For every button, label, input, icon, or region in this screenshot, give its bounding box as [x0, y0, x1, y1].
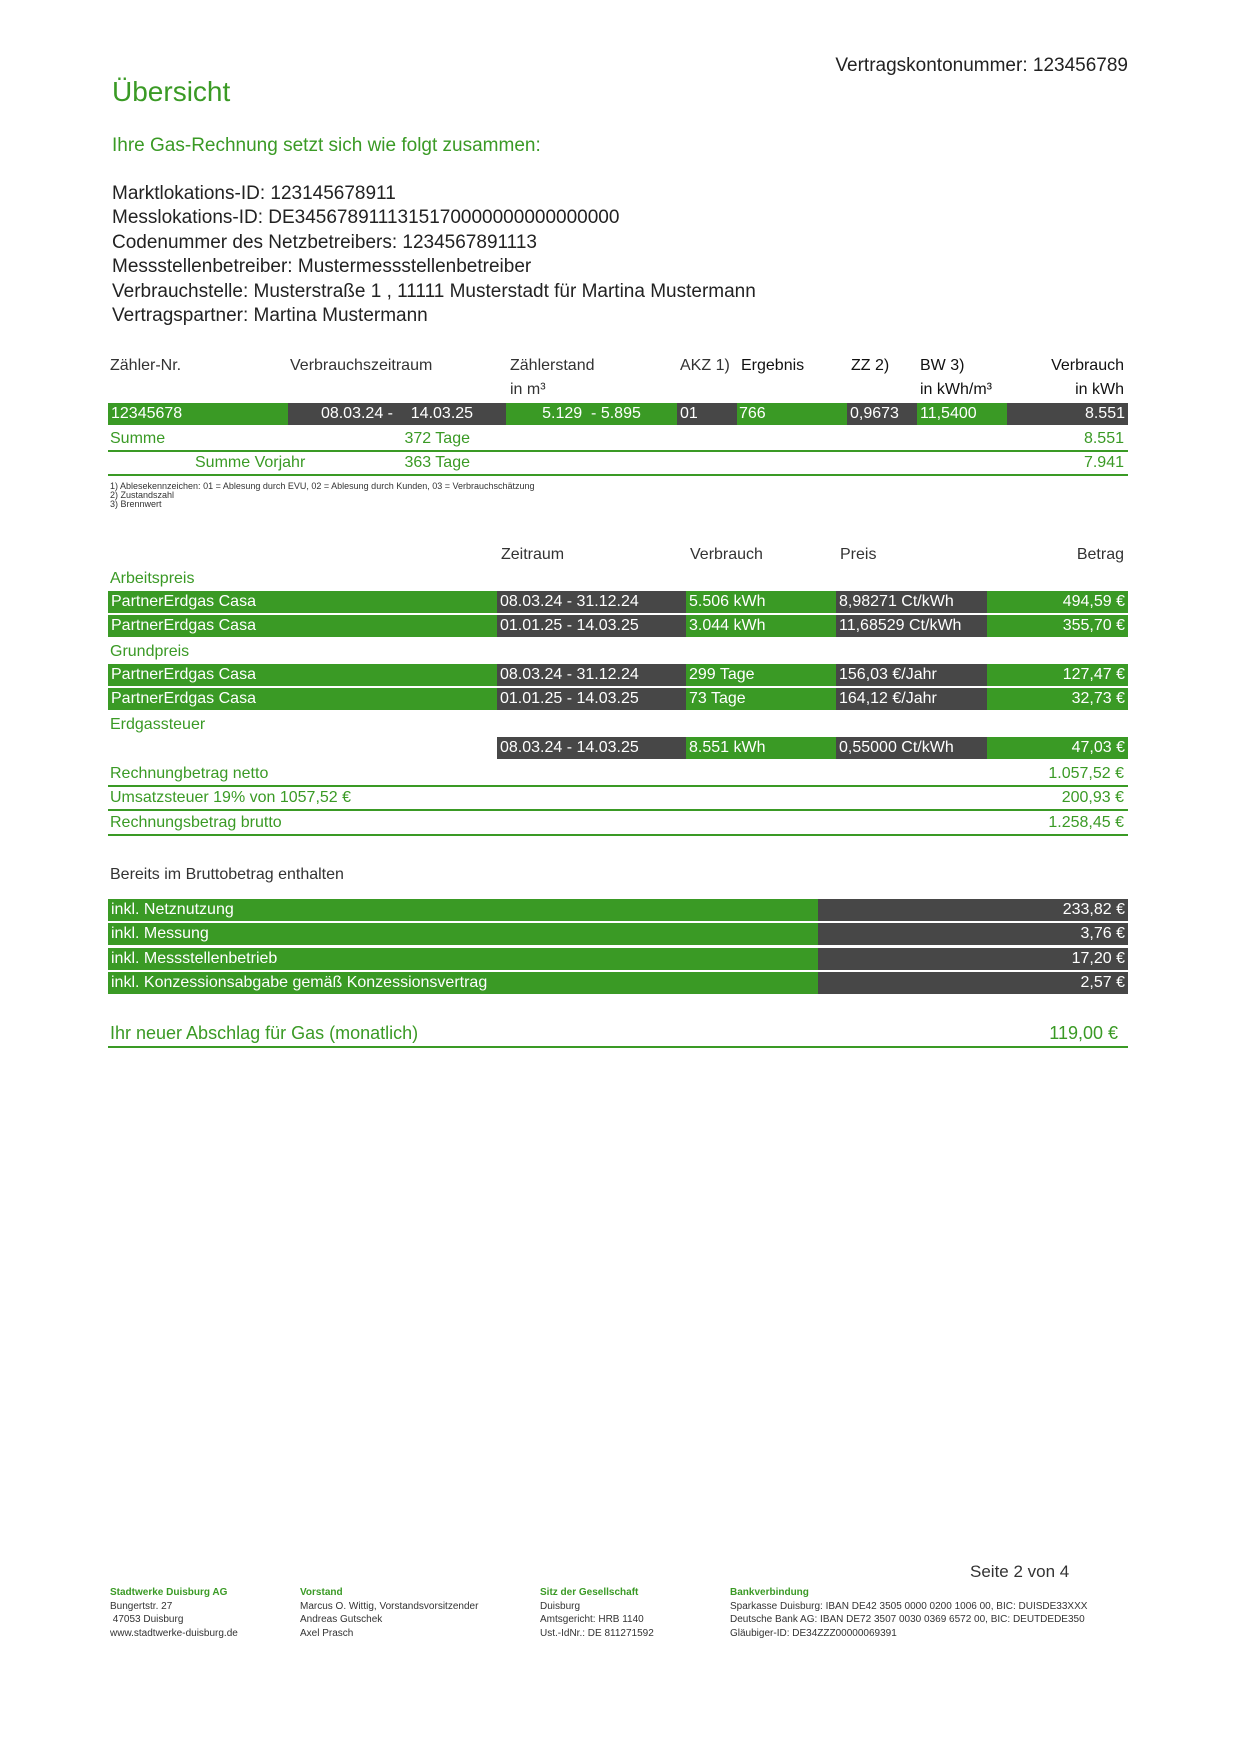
vorjahr-rule: [108, 474, 1128, 476]
meter-akz: 01: [677, 403, 737, 425]
erdgassteuer-label: Erdgassteuer: [110, 716, 206, 733]
footer-bank-line1: Sparkasse Duisburg: IBAN DE42 3505 0000 0200 1006 00, BIC: DUISDE33XXX: [730, 1600, 1088, 1612]
page-title: Übersicht: [112, 76, 231, 107]
incl-row4-value: 2,57 €: [818, 972, 1128, 994]
account-number: Vertragskontonummer: 123456789: [835, 55, 1128, 76]
footer-vorstand: [300, 1586, 478, 1640]
info-marktlokation: Marktlokations-ID: 123145678911: [112, 183, 396, 204]
ap-row1-name: PartnerErdgas Casa: [108, 591, 497, 613]
header-akz: AKZ 1): [680, 357, 730, 374]
incl-row2-value: 3,76 €: [818, 923, 1128, 945]
footer-vorstand-line2: Andreas Gutschek: [300, 1614, 383, 1625]
footer-bank-line3: Gläubiger-ID: DE34ZZZ00000069391: [730, 1627, 897, 1639]
footer-sitz-line1: Duisburg: [540, 1600, 581, 1612]
meter-verbrauch: 8.551: [1007, 403, 1128, 425]
footer-company-title: Stadtwerke Duisburg AG: [110, 1587, 228, 1598]
info-messstellenbetreiber: Messstellenbetreiber: Mustermessstellenbetreiber: [112, 256, 532, 277]
header-zaehlerstand-unit: in m³: [510, 381, 546, 398]
header-ergebnis: Ergebnis: [741, 357, 805, 374]
ap-row1-verbrauch: 5.506 kWh: [686, 591, 836, 613]
info-vertragspartner: Vertragspartner: Martina Mustermann: [112, 305, 428, 326]
footer-vorstand-line3: Axel Prasch: [300, 1627, 354, 1639]
gp-row1-name: PartnerErdgas Casa: [108, 664, 497, 686]
included-heading: Bereits im Bruttobetrag enthalten: [110, 866, 344, 883]
footer-company-line3: www.stadtwerke-duisburg.de: [110, 1627, 238, 1639]
footer-vorstand-line1: Marcus O. Wittig, Vorstandsvorsitzender: [300, 1600, 479, 1612]
abschlag-label: Ihr neuer Abschlag für Gas (monatlich): [110, 1023, 419, 1043]
netto-label: Rechnungbetrag netto: [110, 765, 269, 782]
gp-row1-verbrauch: 299 Tage: [686, 664, 836, 686]
footer-company-line1: Bungertstr. 27: [110, 1600, 173, 1612]
ust-rule: [108, 809, 1128, 811]
info-messlokation: Messlokations-ID: DE3456789111315170000000000000000: [112, 207, 620, 228]
incl-row1-label: inkl. Netznutzung: [108, 899, 818, 921]
meter-period: 08.03.24 - 14.03.25: [288, 403, 506, 425]
incl-row4-label: inkl. Konzessionsabgabe gemäß Konzessionsvertrag: [108, 972, 818, 994]
gp-row1-zeitraum: 08.03.24 - 31.12.24: [497, 664, 686, 686]
meter-number: 12345678: [108, 403, 288, 425]
incl-row2-label: inkl. Messung: [108, 923, 818, 945]
ust-label: Umsatzsteuer 19% von 1057,52 €: [110, 789, 352, 806]
grundpreis-label: Grundpreis: [110, 643, 190, 660]
header-verbrauch-price: Verbrauch: [690, 546, 763, 563]
header-verbrauchszeitraum: Verbrauchszeitraum: [290, 357, 433, 374]
footer-company: [110, 1586, 238, 1640]
footer-sitz: [540, 1586, 654, 1640]
vorjahr-tage: 363 Tage: [404, 454, 470, 471]
st-row-verbrauch: 8.551 kWh: [686, 737, 836, 759]
st-row-betrag: 47,03 €: [987, 737, 1128, 759]
footer-bank: [730, 1586, 1087, 1640]
header-betrag: Betrag: [1076, 546, 1124, 563]
arbeitspreis-label: Arbeitspreis: [110, 570, 195, 587]
meter-bw: 11,5400: [917, 403, 1007, 425]
info-verbrauchstelle: Verbrauchstelle: Musterstraße 1 , 11111 Musterstadt für Martina Mustermann: [112, 281, 756, 302]
summe-label: Summe: [110, 430, 166, 447]
incl-row3-value: 17,20 €: [818, 948, 1128, 970]
ap-row2-name: PartnerErdgas Casa: [108, 615, 497, 637]
st-row-zeitraum: 08.03.24 - 14.03.25: [497, 737, 686, 759]
footer-sitz-line3: Ust.-IdNr.: DE 811271592: [540, 1627, 654, 1639]
gp-row2-betrag: 32,73 €: [987, 688, 1128, 710]
footnote-2: 2) Zustandszahl: [110, 490, 175, 500]
header-zeitraum: Zeitraum: [501, 546, 565, 563]
vorjahr-label: Summe Vorjahr: [195, 454, 306, 471]
brutto-value: 1.258,45 €: [1048, 814, 1124, 831]
footnote-3: 3) Brennwert: [110, 499, 162, 509]
header-verbrauch-unit: in kWh: [1075, 381, 1124, 398]
ap-row2-verbrauch: 3.044 kWh: [686, 615, 836, 637]
abschlag-value: 119,00 €: [1049, 1023, 1118, 1043]
summe-tage: 372 Tage: [404, 430, 470, 447]
gp-row1-betrag: 127,47 €: [987, 664, 1128, 686]
footer-sitz-line2: Amtsgericht: HRB 1140: [540, 1614, 644, 1625]
incl-row3-label: inkl. Messstellenbetrieb: [108, 948, 818, 970]
ap-row1-zeitraum: 08.03.24 - 31.12.24: [497, 591, 686, 613]
brutto-label: Rechnungsbetrag brutto: [110, 814, 282, 831]
gp-row2-name: PartnerErdgas Casa: [108, 688, 497, 710]
vorjahr-value: 7.941: [1083, 454, 1124, 471]
incl-row1-value: 233,82 €: [818, 899, 1128, 921]
abschlag-rule: [108, 1046, 1128, 1048]
meter-ergebnis: 766: [737, 403, 847, 425]
ap-row1-betrag: 494,59 €: [987, 591, 1128, 613]
footer-vorstand-title: Vorstand: [300, 1587, 343, 1598]
header-preis: Preis: [840, 546, 877, 563]
st-row-preis: 0,55000 Ct/kWh: [836, 737, 987, 759]
meter-reading: 5.129 - 5.895: [506, 403, 677, 425]
subtitle: Ihre Gas-Rechnung setzt sich wie folgt zusammen:: [112, 135, 541, 156]
footnote-1: 1) Ablesekennzeichen: 01 = Ablesung durch EVU, 02 = Ablesung durch Kunden, 03 = Verbrauchschätzung: [110, 481, 535, 491]
brutto-rule: [108, 834, 1128, 836]
meter-zz: 0,9673: [847, 403, 917, 425]
summe-value: 8.551: [1083, 430, 1124, 447]
header-bw-unit: in kWh/m³: [920, 381, 992, 398]
page-number: Seite 2 von 4: [970, 1562, 1070, 1581]
header-bw: BW 3): [920, 357, 965, 374]
gp-row2-preis: 164,12 €/Jahr: [836, 688, 987, 710]
gp-row2-zeitraum: 01.01.25 - 14.03.25: [497, 688, 686, 710]
footer-bank-title: Bankverbindung: [730, 1587, 809, 1598]
ust-value: 200,93 €: [1061, 789, 1124, 806]
ap-row1-preis: 8,98271 Ct/kWh: [836, 591, 987, 613]
header-zz: ZZ 2): [851, 357, 890, 374]
footer-company-line2: 47053 Duisburg: [110, 1614, 184, 1625]
gp-row1-preis: 156,03 €/Jahr: [836, 664, 987, 686]
header-verbrauch: Verbrauch: [1051, 357, 1124, 374]
header-zaehlerstand: Zählerstand: [510, 357, 595, 374]
footer-bank-line2: Deutsche Bank AG: IBAN DE72 3507 0030 0369 6572 00, BIC: DEUTDEDE350: [730, 1614, 1085, 1625]
header-zaehler: Zähler-Nr.: [110, 357, 182, 374]
gp-row2-verbrauch: 73 Tage: [686, 688, 836, 710]
ap-row2-zeitraum: 01.01.25 - 14.03.25: [497, 615, 686, 637]
ap-row2-betrag: 355,70 €: [987, 615, 1128, 637]
info-codenummer: Codenummer des Netzbetreibers: 1234567891113: [112, 232, 537, 253]
netto-value: 1.057,52 €: [1048, 765, 1124, 782]
footer-sitz-title: Sitz der Gesellschaft: [540, 1587, 639, 1598]
ap-row2-preis: 11,68529 Ct/kWh: [836, 615, 987, 637]
